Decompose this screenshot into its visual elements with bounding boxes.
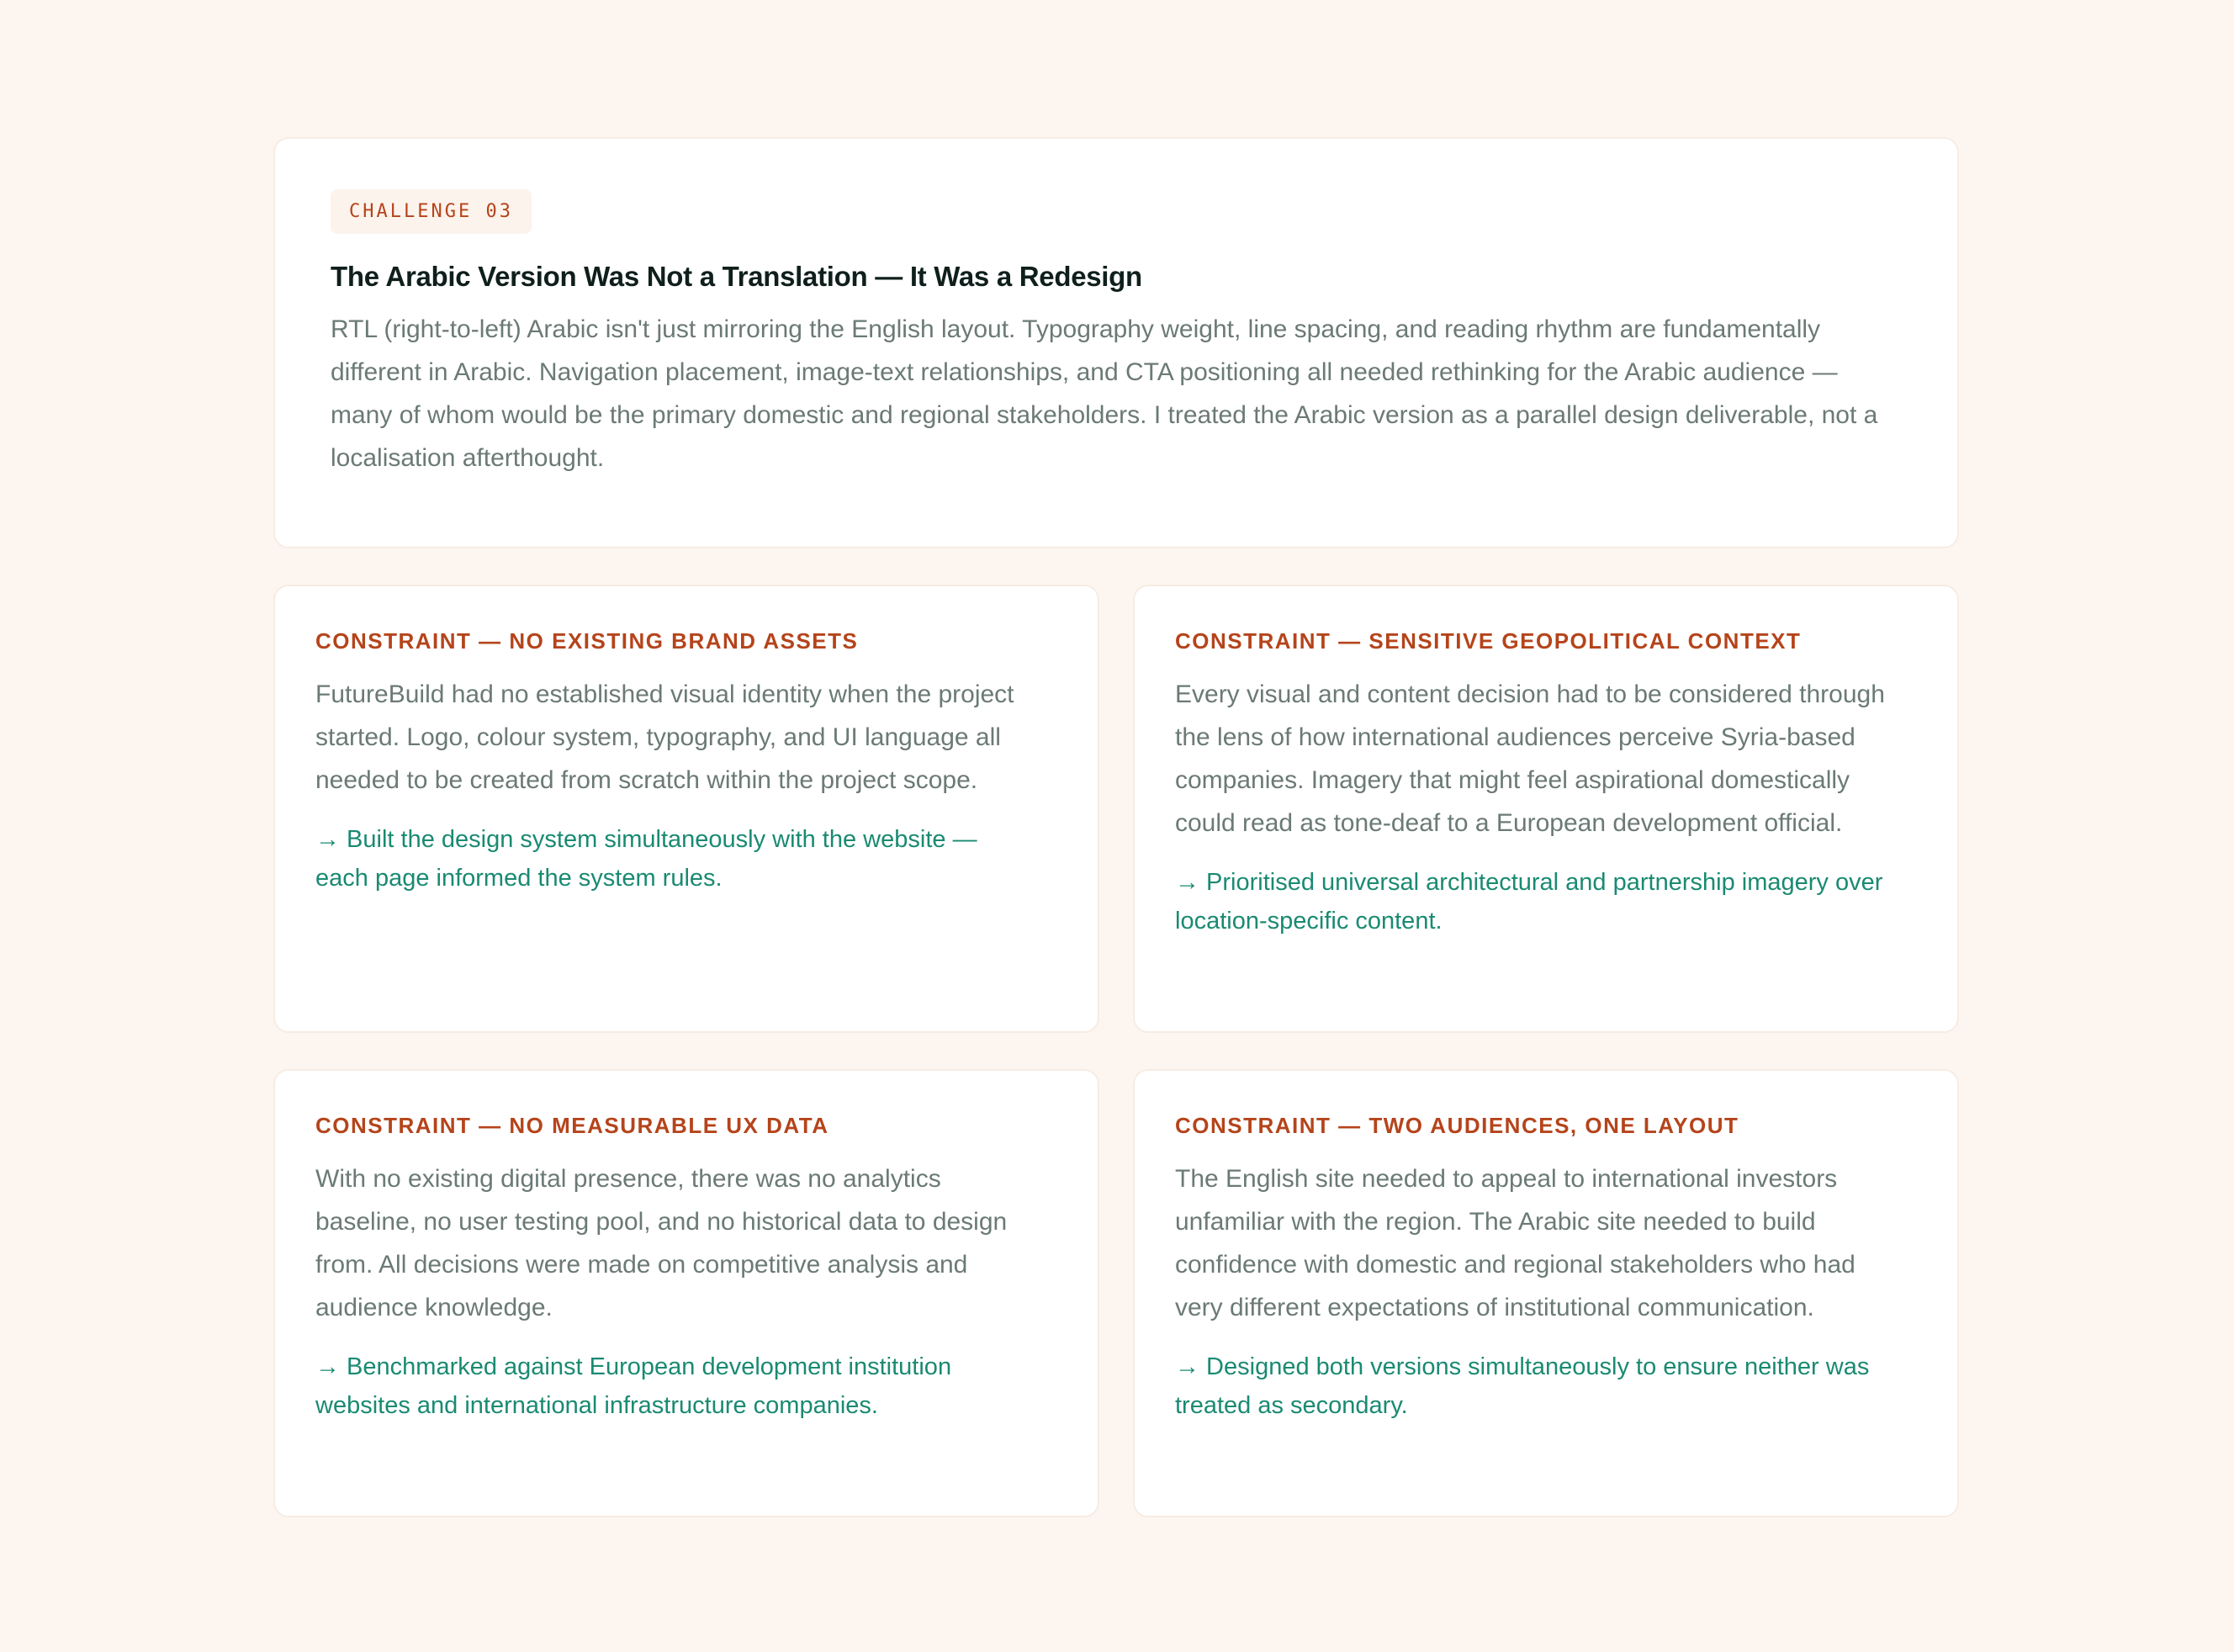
constraint-resolution: → Prioritised universal architectural and partnership imagery over location-specific content. bbox=[1175, 869, 1883, 935]
challenge-body: RTL (right-to-left) Arabic isn't just mirroring the English layout. Typography weight, line spacing, and reading rhythm are fundamentally different in Arabic. Navigation placement, image-text relationships, and CTA positioning all needed rethinking for the Arabic audience — many of whom would be the primary domestic and regional stakeholders. I treated the Arabic version as a parallel design deliverable, not a localisation afterthought. bbox=[331, 315, 1878, 472]
constraint-body: With no existing digital presence, there was no analytics baseline, no user testing pool, and no historical data to design from. All decisions were made on competitive analysis and audience knowledge. bbox=[315, 1165, 1008, 1321]
constraint-body: Every visual and content decision had to be considered through the lens of how international audiences perceive Syria-based companies. Imagery that might feel aspirational domestically could read as tone-deaf to a European development official. bbox=[1175, 680, 1885, 837]
constraint-label: CONSTRAINT — SENSITIVE GEOPOLITICAL CONTEXT bbox=[1175, 628, 1802, 654]
constraint-label: CONSTRAINT — NO EXISTING BRAND ASSETS bbox=[315, 628, 859, 654]
challenge-title: The Arabic Version Was Not a Translation — It Was a Redesign bbox=[331, 261, 1142, 292]
constraint-card-brand-assets bbox=[273, 585, 1099, 1033]
constraint-resolution: → Benchmarked against European development institution websites and international infrastructure companies. bbox=[315, 1353, 952, 1419]
constraint-label: CONSTRAINT — NO MEASURABLE UX DATA bbox=[315, 1113, 829, 1138]
constraint-card-ux-data bbox=[273, 1069, 1099, 1517]
constraint-body: FutureBuild had no established visual identity when the project started. Logo, colour system, typography, and UI language all needed to be created from scratch within the project scope. bbox=[315, 680, 1014, 794]
constraint-body: The English site needed to appeal to international investors unfamiliar with the region. The Arabic site needed to build confidence with domestic and regional stakeholders who had very different expectations of institutional communication. bbox=[1175, 1165, 1855, 1321]
constraint-resolution: → Built the design system simultaneously with the website — each page informed the system rules. bbox=[315, 826, 977, 892]
challenge-card bbox=[273, 137, 1959, 548]
constraint-resolution: → Designed both versions simultaneously to ensure neither was treated as secondary. bbox=[1175, 1353, 1870, 1419]
constraint-card-two-audiences bbox=[1133, 1069, 1959, 1517]
challenge-tag: CHALLENGE 03 bbox=[331, 189, 532, 234]
constraint-card-geopolitical bbox=[1133, 585, 1959, 1033]
constraint-label: CONSTRAINT — TWO AUDIENCES, ONE LAYOUT bbox=[1175, 1113, 1739, 1138]
